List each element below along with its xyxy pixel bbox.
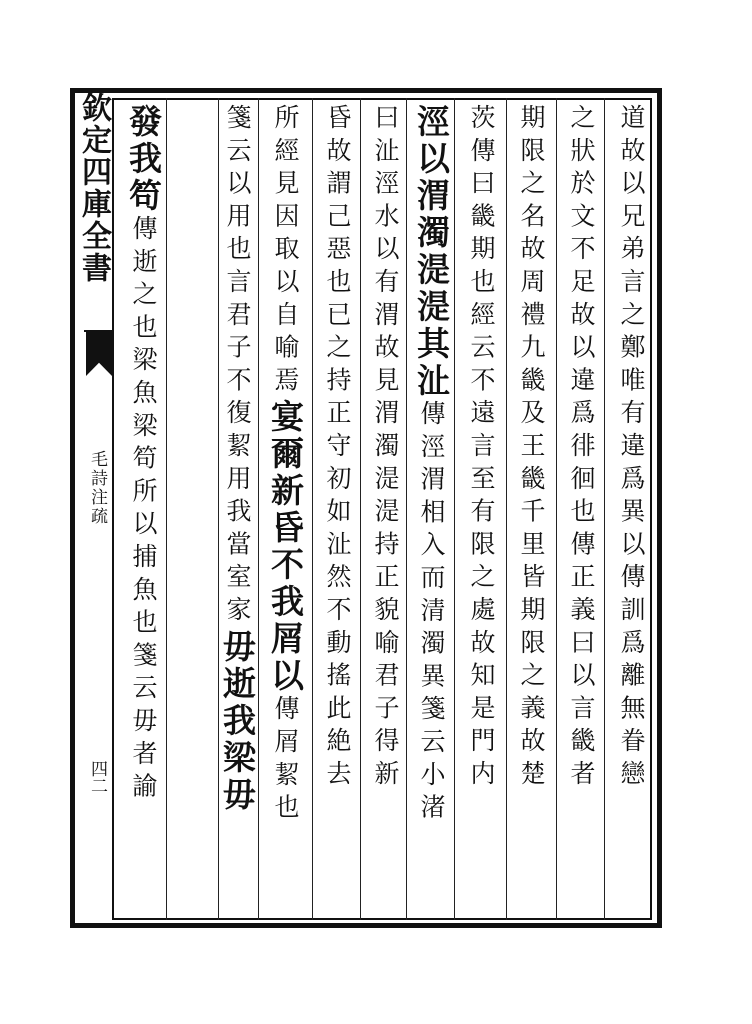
- text-column-6: [362, 104, 408, 914]
- commentary-text: 曰沚涇水以有渭故見渭濁湜湜持正貌喻君子得新: [371, 104, 400, 793]
- collection-title: 欽定四庫全書: [76, 92, 111, 284]
- book-title: 毛詩注疏: [87, 450, 107, 526]
- commentary-text: 傳涇渭相入而清濁異箋云小渚: [417, 400, 446, 827]
- commentary-text: 箋云以用也言君子不復絜用我當室家: [223, 104, 252, 629]
- fishtail-rule: [84, 330, 112, 332]
- commentary-text: 傳屑絜也: [271, 695, 300, 827]
- commentary-text: 之狀於文不足故以違爲徘徊也傳正義曰以言畿者: [567, 104, 596, 793]
- column-rule: [360, 98, 361, 920]
- column-rule: [312, 98, 313, 920]
- commentary-text: 道故以兄弟言之鄭唯有違爲異以傳訓爲離無眷戀: [617, 104, 646, 793]
- text-column-10: [120, 104, 166, 914]
- column-rule: [556, 98, 557, 920]
- folio-number: 四二: [87, 760, 107, 794]
- commentary-text: 昏故謂己惡也已之持正守初如沚然不動搖此絶去: [323, 104, 352, 793]
- text-column-1: [608, 104, 654, 914]
- classic-text: 毋逝我梁毋: [218, 628, 257, 814]
- text-column-8: [262, 104, 308, 914]
- commentary-text: 傳逝之也梁魚梁笱所以捕魚也箋云毋者諭: [129, 215, 158, 806]
- classic-text: 宴爾新昏不我屑以: [266, 399, 305, 696]
- column-rule: [506, 98, 507, 920]
- commentary-text: 茨傳曰畿期也經云不遠言至有限之處故知是門内: [467, 104, 496, 793]
- column-rule: [454, 98, 455, 920]
- column-rule: [166, 98, 167, 920]
- text-column-3: [508, 104, 554, 914]
- text-column-5: [408, 104, 454, 914]
- commentary-text: 所經見因取以自喻焉: [271, 104, 300, 400]
- column-rule: [604, 98, 605, 920]
- classic-text: 發我笱: [124, 104, 163, 215]
- text-column-2: [558, 104, 604, 914]
- text-column-7: [314, 104, 360, 914]
- text-column-4: [458, 104, 504, 914]
- classic-text: 涇以渭濁湜湜其沚: [412, 104, 451, 400]
- commentary-text: 期限之名故周禮九畿及王畿千里皆期限之義故楚: [517, 104, 546, 793]
- text-column-9: [214, 104, 260, 914]
